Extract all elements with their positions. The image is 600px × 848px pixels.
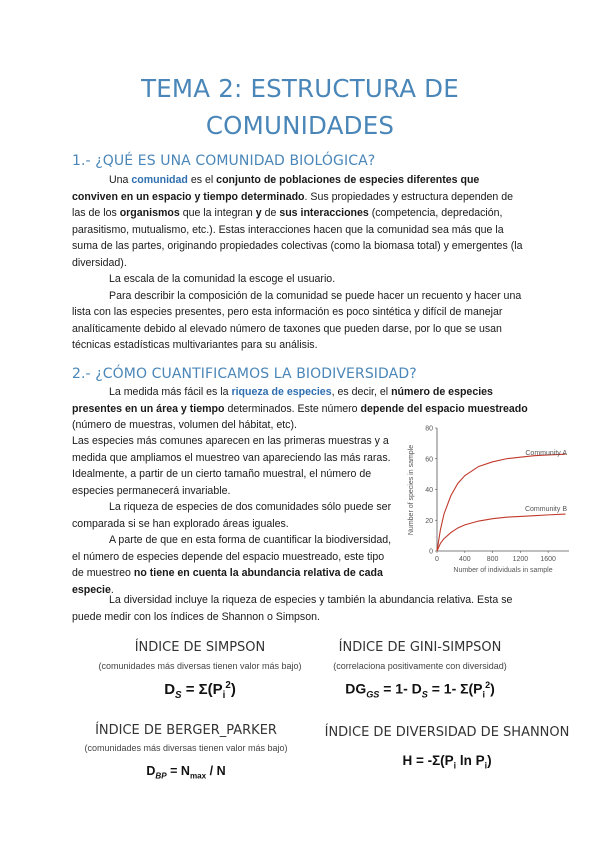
title-line-1: TEMA 2: ESTRUCTURA DE (141, 74, 459, 103)
y-tick-label: 80 (425, 425, 433, 433)
gini-simpson-formula: $DG_{GS} = 1-$ $D_S = 1-$ $\Sigma(P_i^2)$ (345, 680, 495, 700)
section-1-paragraph-3: Para describir la composición de la comunidad se puede hacer un recuento y hacer una lista con las especies presentes, pero esta información es poco sintética y difícil de manejar analíticamente debido al elevado número de taxones que pueden darse, por lo que se usan técnicas estadísticas multivariantes para su análisis. (72, 289, 522, 351)
bold-text: sus interacciones (279, 207, 369, 219)
section-2-paragraph-2: Las especies más comunes aparecen en las primeras muestras y a medida que ampliamos el muestreo van apareciendo las más raras. Idealmente, a partir de un cierto tamaño muestral, el número de especies permanecerá invariable. (72, 435, 391, 497)
shannon-formula: $H = -\Sigma(P_i$ $\ln P_i$) (402, 753, 492, 771)
text: determinados. Este número (224, 402, 361, 415)
gini-simpson-index-title: ÍNDICE DE GINI-SIMPSON (338, 640, 502, 655)
gini-simpson-index-subtitle: (correlaciona positivamente con diversidad) (333, 661, 507, 671)
text: que la integran (179, 207, 256, 219)
legend-community-b: Community B (524, 506, 567, 513)
text: Una (109, 174, 132, 186)
section-1-paragraph-1 (72, 172, 528, 271)
section-2-paragraph-5: La diversidad incluye la riqueza de especies y también la abundancia relativa. Esta se puede medir con los índices de Shannon o Simpson. (72, 594, 513, 623)
section-2-paragraph-4 (72, 532, 398, 598)
bold-text: conjunto de poblaciones de especies diferentes que conviven en un espacio y tiempo determinado (72, 174, 480, 203)
section-2-paragraph-3: La riqueza de especies de dos comunidades sólo puede ser comparada si se han explorado áreas iguales. (72, 501, 392, 530)
y-tick-label: 60 (425, 456, 433, 464)
x-axis-label: Number of individuals in sample (453, 567, 553, 574)
simpson-formula: $D_S = \Sigma(P_i^2)$ (164, 680, 236, 701)
simpson-index-title: ÍNDICE DE SIMPSON (134, 640, 266, 655)
series-line-community-b (437, 514, 566, 551)
text: de (261, 207, 280, 219)
text: es el (187, 174, 217, 186)
text: . (110, 583, 114, 596)
text: (competencia, depredación, parasitismo, mutualismo, etc.). Estas interacciones hacen que la comunidad sea más que la suma de las partes, originando propiedades colectivas (como la biomasa total) y emergentes (la diversidad). (72, 207, 523, 269)
text: La medida más fácil es la (109, 386, 232, 398)
y-tick-label: 0 (429, 548, 433, 556)
y-tick-label: 20 (425, 517, 433, 525)
keyword-comunidad: comunidad (131, 174, 188, 186)
section-1-heading: 1.- ¿QUÉ ES UNA COMUNIDAD BIOLÓGICA? (72, 153, 376, 169)
bold-text: no tiene en cuenta la abundancia relativa de cada especie (72, 567, 383, 596)
series-line-community-a (437, 454, 566, 551)
x-tick-label: 400 (458, 556, 471, 563)
section-1-paragraph-2: La escala de la comunidad la escoge el usuario. (109, 273, 336, 285)
y-axis-label: Number of species in sample (408, 444, 415, 536)
berger-parker-formula: $D_{BP} = N_{max} / N$ (146, 764, 226, 781)
bold-text: organismos (119, 207, 180, 219)
title-line-2: COMUNIDADES (205, 111, 395, 140)
simpson-index-subtitle: (comunidades más diversas tienen valor más bajo) (98, 661, 302, 671)
text: . Sus propiedades y estructura dependen de las de los (72, 190, 514, 219)
bold-text: y (255, 207, 262, 219)
berger-parker-index-subtitle: (comunidades más diversas tienen valor más bajo) (84, 743, 288, 753)
x-tick-label: 800 (486, 556, 499, 563)
x-tick-labels (435, 551, 556, 563)
section-2-closing (72, 592, 528, 625)
legend-community-a: Community A (525, 450, 567, 457)
species-accumulation-chart (399, 420, 575, 576)
x-tick-label: 1600 (540, 556, 556, 563)
x-tick-label: 1200 (512, 556, 529, 563)
berger-parker-index-title: ÍNDICE DE BERGER_PARKER (95, 723, 277, 738)
text: A parte de que en esta forma de cuantificar la biodiversidad, el número de especies depende del espacio muestreado, este tipo de muestreo (72, 534, 392, 579)
section-2-body (72, 433, 398, 598)
text: (número de muestras, volumen del hábitat, etc). (72, 419, 297, 431)
keyword-riqueza: riqueza de especies (231, 386, 332, 398)
shannon-index-title: ÍNDICE DE DIVERSIDAD DE SHANNON (324, 725, 570, 740)
section-2-heading: 2.- ¿CÓMO CUANTIFICAMOS LA BIODIVERSIDAD? (72, 366, 417, 382)
bold-text: depende del espacio muestreado (360, 402, 528, 415)
page-title (0, 70, 600, 144)
bold-text: número de especies presentes en un área y tiempo (72, 386, 493, 415)
y-tick-label: 40 (425, 487, 433, 494)
section-1-body (72, 172, 528, 354)
y-tick-labels (425, 426, 437, 556)
x-tick-label: 0 (435, 556, 439, 563)
text: , es decir, el (331, 386, 392, 398)
